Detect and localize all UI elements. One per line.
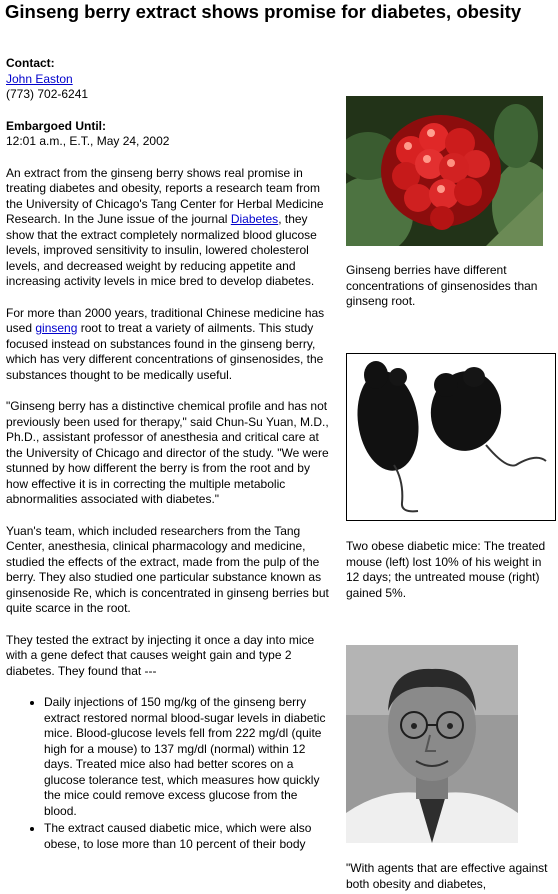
list-item: • The extract caused diabetic mice, which were also obese, to lose more than 10 percent of their body: [44, 821, 332, 852]
diabetes-journal-link[interactable]: Diabetes: [230, 212, 279, 226]
figure-portrait: [346, 645, 556, 892]
figure-caption: "With agents that are effective against both obesity and diabetes,: [346, 861, 548, 891]
contact-name-link[interactable]: John Easton: [6, 71, 73, 86]
paragraph-2-text-a: For more than 2000 years, traditional Chinese medicine has used: [6, 305, 325, 335]
paragraph-1-text-b: , they show that the extract completely normalized blood glucose levels, improved sensitivity to insulin, lowered cholesterol levels, and decreased weight by reducing appetite and increasing activity levels in mice bred to develop diabetes.: [6, 212, 317, 288]
list-item: • Daily injections of 150 mg/kg of the ginseng berry extract restored normal blood-sugar levels in diabetic mice. Blood-glucose levels fell from 222 mg/dl (quite high for a mouse) to 137 mg/dl (normal) within 12 days. Treated mice also had better scores on a glucose tolerance test, which measures how quickly the mice could remove excess glucose from the blood.: [44, 695, 332, 819]
paragraph-5: They tested the extract by injecting it once a day into mice with a gene defect that causes weight gain and type 2 diabetes. They found that ---: [6, 632, 315, 678]
contact-label: Contact:: [6, 56, 55, 70]
findings-list: [6, 695, 332, 852]
contact-block: [6, 56, 332, 103]
ginseng-berry-photo: [346, 96, 543, 246]
embargo-label: Embargoed Until:: [6, 118, 107, 133]
embargo-block: [6, 119, 332, 150]
figure-mice: [346, 353, 556, 601]
article-body: [6, 56, 332, 854]
ginseng-link[interactable]: ginseng: [35, 321, 78, 335]
mice-photo: [346, 353, 556, 521]
figure-ginseng-berry: [346, 96, 556, 310]
figure-caption: Two obese diabetic mice: The treated mouse (left) lost 10% of his weight in 12 days; the untreated mouse (right) gained 5%.: [346, 539, 546, 600]
embargo-value: 12:01 a.m., E.T., May 24, 2002: [6, 134, 170, 148]
researcher-portrait-photo: [346, 645, 518, 843]
paragraph-2-text-b: root to treat a variety of ailments. This study focused instead on substances found in the ginseng berry, which has very different concentrations of ginsenosides, the substances thought to be medically useful.: [6, 321, 324, 382]
figure-caption: Ginseng berries have different concentrations of ginsenosides than ginseng root.: [346, 263, 538, 308]
paragraph-1-text-a: An extract from the ginseng berry shows real promise in treating diabetes and obesity, reports a research team from the University of Chicago's Tang Center for Herbal Medicine Research. In the June issue of the journal: [6, 165, 324, 226]
paragraph-4: Yuan's team, which included researchers from the Tang Center, anesthesia, clinical pharmacology and medicine, studied the effects of the extract, made from the pulp of the berry. They also studied one particular substance known as ginsenoside Re, which is concentrated in ginseng berries but quite scarce in the root.: [6, 523, 329, 615]
paragraph-3: "Ginseng berry has a distinctive chemical profile and has not previously been used for therapy," said Chun-Su Yuan, M.D., Ph.D., assistant professor of anesthesia and critical care at the University of Chicago and director of the study. "We were stunned by how different the berry is from the root and by how effective it is in correcting the multiple metabolic abnormalities associated with diabetes.": [6, 399, 329, 506]
paragraph-1: [6, 166, 332, 290]
paragraph-2: [6, 306, 332, 384]
contact-phone: (773) 702-6241: [6, 87, 89, 101]
headline: Ginseng berry extract shows promise for diabetes, obesity: [5, 1, 522, 22]
